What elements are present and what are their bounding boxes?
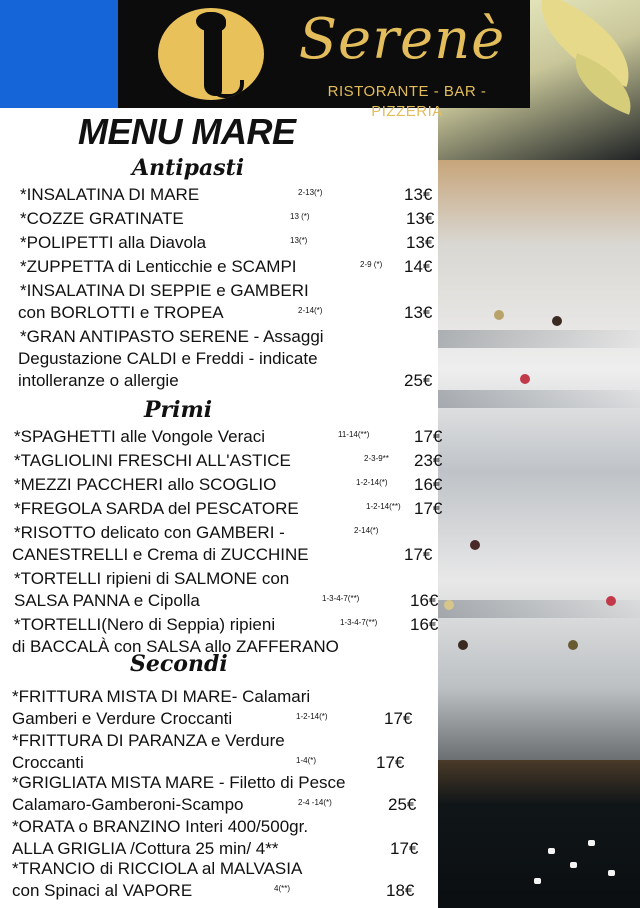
menu-item — [0, 858, 438, 902]
salt-grain — [548, 848, 555, 854]
menu-item — [0, 686, 438, 730]
peppercorn — [552, 316, 562, 326]
allergen-codes: 1-2-14(**) — [366, 502, 401, 511]
blue-corner-background — [0, 0, 118, 108]
dish-price: 13€ — [404, 185, 433, 204]
peppercorn — [568, 640, 578, 650]
allergen-codes: 2-9 (*) — [360, 260, 383, 269]
dish-price: 17€ — [414, 499, 443, 518]
section-title-primi: Primi — [144, 397, 213, 423]
dark-board-photo — [438, 760, 640, 908]
dish-price: 14€ — [404, 257, 433, 276]
peppercorn — [494, 310, 504, 320]
menu-item — [0, 184, 438, 206]
dish-price: 25€ — [404, 371, 433, 390]
menu-item — [0, 280, 438, 324]
dish-name-continued: di BACCALÀ con SALSA allo ZAFFERANO — [12, 637, 339, 656]
menu-title: MENU MARE — [78, 111, 296, 152]
brand-tagline: RISTORANTE - BAR - PIZZERIA — [327, 83, 487, 120]
dish-price: 17€ — [414, 427, 443, 446]
menu-item — [0, 474, 443, 496]
menu-item — [0, 450, 443, 472]
fish-stripe — [438, 330, 640, 348]
menu-item — [0, 232, 438, 254]
allergen-codes: 13(*) — [290, 236, 308, 245]
allergen-codes: 4(**) — [274, 884, 291, 893]
menu-item — [0, 256, 438, 278]
menu-item — [0, 568, 438, 612]
section-title-secondi: Secondi — [130, 651, 228, 677]
allergen-codes: 1-3-4-7(**) — [340, 618, 378, 627]
dish-name: *TRANCIO di RICCIOLA al MALVASIA — [12, 859, 303, 878]
brand-name: Serenè — [298, 7, 506, 72]
dish-name: *INSALATINA DI SEPPIE e GAMBERI — [20, 281, 309, 300]
dish-name: *MEZZI PACCHERI allo SCOGLIO — [14, 475, 277, 494]
dish-name: *TAGLIOLINI FRESCHI ALL'ASTICE — [14, 451, 291, 470]
dish-price: 17€ — [404, 545, 433, 564]
dish-price: 17€ — [376, 753, 405, 772]
seahorse-logo-icon — [158, 8, 264, 100]
dish-name: *ORATA o BRANZINO Interi 400/500gr. — [12, 817, 309, 836]
dish-price: 13€ — [406, 209, 435, 228]
dish-name: *RISOTTO delicato con GAMBERI - — [14, 523, 285, 542]
menu-item — [0, 730, 438, 774]
dish-price: 23€ — [414, 451, 443, 470]
dish-name-continued: Croccanti — [12, 753, 84, 772]
allergen-codes: 13 (*) — [290, 212, 310, 221]
dish-name: *FREGOLA SARDA del PESCATORE — [14, 499, 299, 518]
dish-name: *GRIGLIATA MISTA MARE - Filetto di Pesce — [12, 773, 346, 792]
dish-name: *GRAN ANTIPASTO SERENE - Assaggi — [20, 327, 324, 346]
peppercorn — [470, 540, 480, 550]
dish-price: 18€ — [386, 881, 415, 900]
menu-item — [0, 772, 438, 816]
dish-name: *FRITTURA DI PARANZA e Verdure — [12, 731, 285, 750]
allergen-codes: 2-3-9** — [364, 454, 389, 463]
salt-grain — [534, 878, 541, 884]
allergen-codes: 2-4 -14(*) — [298, 798, 332, 807]
allergen-codes: 2-14(*) — [298, 306, 323, 315]
menu-item — [0, 208, 438, 230]
dish-name-continued: Gamberi e Verdure Croccanti — [12, 709, 233, 728]
salt-grain — [570, 862, 577, 868]
salt-grain — [588, 840, 595, 846]
dish-name: *SPAGHETTI alle Vongole Veraci — [14, 427, 266, 446]
dish-name-continued: CANESTRELLI e Crema di ZUCCHINE — [12, 545, 309, 564]
menu-item — [0, 816, 438, 860]
dish-name: *COZZE GRATINATE — [20, 209, 184, 228]
dish-name-continued: intolleranze o allergie — [18, 371, 179, 390]
peppercorn — [444, 600, 454, 610]
menu-item — [0, 326, 438, 392]
seahorse-tail — [210, 80, 244, 98]
allergen-codes: 1-2-14(*) — [296, 712, 328, 721]
allergen-codes: 1-2-14(*) — [356, 478, 388, 487]
dish-name: *TORTELLI ripieni di SALMONE con — [14, 569, 290, 588]
dish-price: 13€ — [406, 233, 435, 252]
allergen-codes: 2-14(*) — [354, 526, 379, 535]
salt-grain — [608, 870, 615, 876]
peppercorn — [606, 596, 616, 606]
dish-name-continued: con BORLOTTI e TROPEA — [18, 303, 224, 322]
restaurant-logo-header — [118, 0, 530, 120]
dish-price: 16€ — [414, 475, 443, 494]
dish-price: 17€ — [390, 839, 419, 858]
allergen-codes: 2-13(*) — [298, 188, 323, 197]
dish-price: 16€ — [410, 615, 439, 634]
dish-price: 13€ — [404, 303, 433, 322]
fish-photo — [438, 160, 640, 760]
dish-name-continued: ALLA GRIGLIA /Cottura 25 min/ 4** — [12, 839, 279, 858]
dish-name: *POLIPETTI alla Diavola — [20, 233, 207, 252]
dish-name-continued: Degustazione CALDI e Freddi - indicate — [18, 349, 318, 368]
dish-name: *FRITTURA MISTA DI MARE- Calamari — [12, 687, 311, 706]
dish-name-continued: con Spinaci al VAPORE — [12, 881, 193, 900]
allergen-codes: 11-14(**) — [338, 430, 370, 439]
menu-item — [0, 498, 443, 520]
dish-price: 16€ — [410, 591, 439, 610]
allergen-codes: 1-4(*) — [296, 756, 317, 765]
fish-stripe — [438, 390, 640, 408]
dish-price: 25€ — [388, 795, 417, 814]
section-title-antipasti: Antipasti — [132, 155, 245, 181]
dish-name-continued: Calamaro-Gamberoni-Scampo — [12, 795, 244, 814]
menu-body — [0, 108, 443, 908]
allergen-codes: 1-3-4-7(**) — [322, 594, 360, 603]
dish-name: *ZUPPETTA di Lenticchie e SCAMPI — [20, 257, 297, 276]
peppercorn — [458, 640, 468, 650]
peppercorn — [520, 374, 530, 384]
menu-item — [0, 426, 443, 448]
dish-name: *INSALATINA DI MARE — [20, 185, 200, 204]
menu-item — [0, 522, 438, 566]
dish-name: *TORTELLI(Nero di Seppia) ripieni — [14, 615, 276, 634]
dish-name-continued: SALSA PANNA e Cipolla — [14, 591, 200, 610]
dish-price: 17€ — [384, 709, 413, 728]
